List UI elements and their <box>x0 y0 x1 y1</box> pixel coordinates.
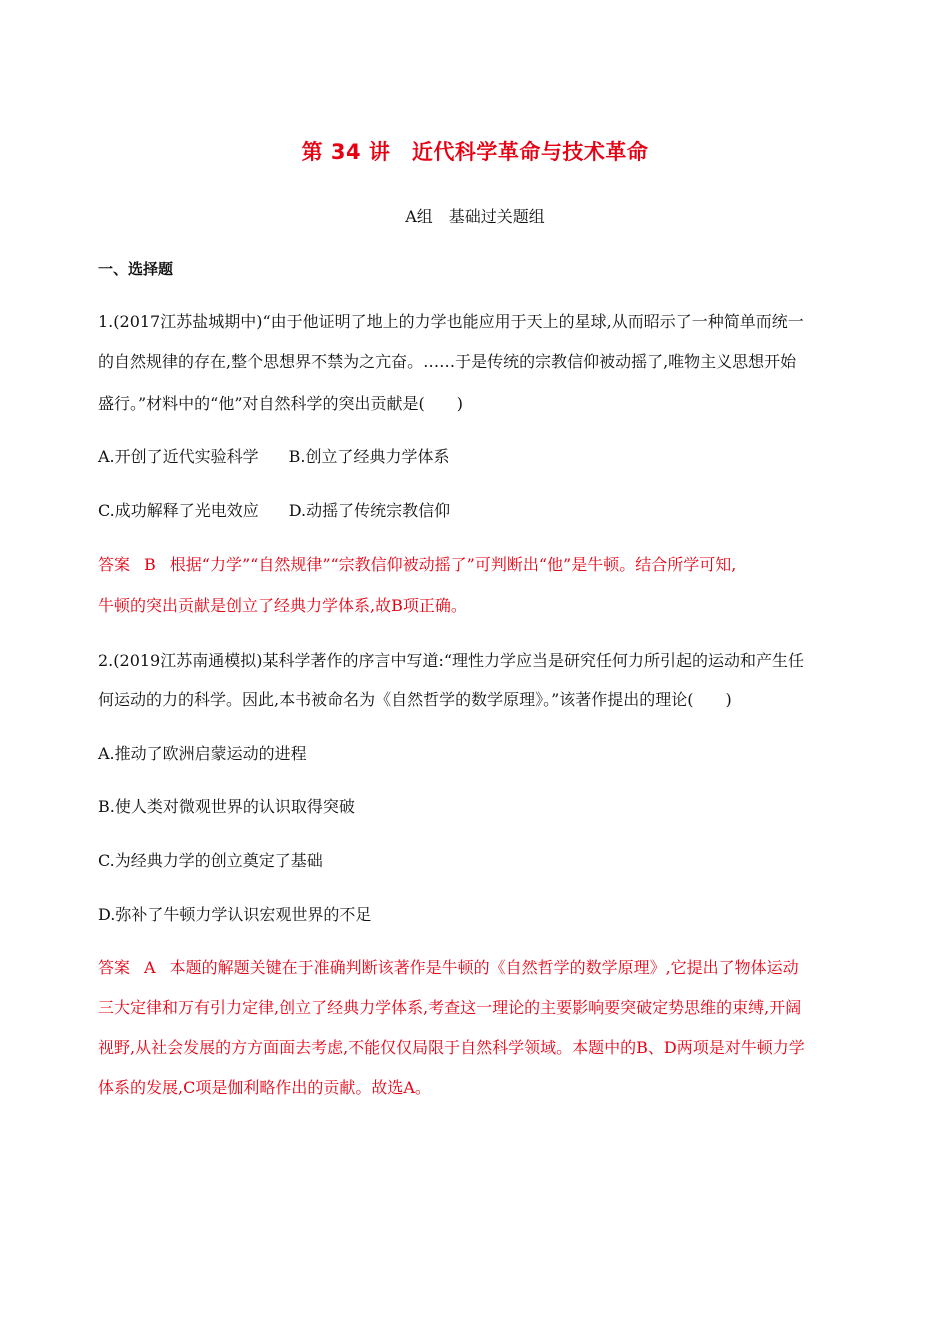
question-stem-line: 盛行。”材料中的“他”对自然科学的突出贡献是( ) <box>98 394 464 413</box>
answer-explanation: 视野,从社会发展的方方面面去考虑,不能仅仅局限于自然科学领域。本题中的B、D两项是对牛顿力学 <box>98 1038 805 1057</box>
option-a: A.推动了欧洲启蒙运动的进程 <box>98 744 307 763</box>
question-stem-line: 1.(2017江苏盐城期中)“由于他证明了地上的力学也能应用于天上的星球,从而昭示了一种简单而统一 <box>98 312 804 331</box>
answer-explanation: 牛顿的突出贡献是创立了经典力学体系,故B项正确。 <box>98 596 467 615</box>
answer-explanation: 体系的发展,C项是伽利略作出的贡献。故选A。 <box>98 1078 431 1097</box>
option-row <box>98 501 858 521</box>
option-d: D.动摇了传统宗教信仰 <box>288 501 451 520</box>
answer-label: 答案 <box>98 555 131 574</box>
option-d: D.弥补了牛顿力学认识宏观世界的不足 <box>98 905 372 924</box>
option-b: B.使人类对微观世界的认识取得突破 <box>98 797 355 816</box>
answer-explanation: 三大定律和万有引力定律,创立了经典力学体系,考查这一理论的主要影响要突破定势思维的束缚,开阔 <box>98 998 802 1017</box>
answer-choice: A <box>144 958 156 977</box>
group-subtitle: A组 基础过关题组 <box>405 207 545 226</box>
answer-line <box>98 555 858 575</box>
option-row <box>98 447 858 467</box>
option-a: A.开创了近代实验科学 <box>98 447 259 466</box>
answer-line <box>98 958 858 978</box>
answer-explanation: 本题的解题关键在于准确判断该著作是牛顿的《自然哲学的数学原理》,它提出了物体运动 <box>169 958 799 977</box>
question-stem-line: 2.(2019江苏南通模拟)某科学著作的序言中写道:“理性力学应当是研究任何力所引起的运动和产生任 <box>98 651 805 670</box>
page-title: 第 34 讲 近代科学革命与技术革命 <box>301 140 649 164</box>
answer-explanation: 根据“力学”“自然规律”“宗教信仰被动摇了”可判断出“他”是牛顿。结合所学可知, <box>169 555 737 574</box>
section-heading: 一、选择题 <box>98 260 174 278</box>
option-b: B.创立了经典力学体系 <box>288 447 450 466</box>
question-stem-line: 的自然规律的存在,整个思想界不禁为之亢奋。……于是传统的宗教信仰被动摇了,唯物主义思想开始 <box>98 352 797 371</box>
answer-label: 答案 <box>98 958 131 977</box>
option-c: C.成功解释了光电效应 <box>98 501 259 520</box>
question-stem-line: 何运动的力的科学。因此,本书被命名为《自然哲学的数学原理》。”该著作提出的理论( ) <box>98 690 732 709</box>
answer-choice: B <box>144 555 156 574</box>
option-c: C.为经典力学的创立奠定了基础 <box>98 851 323 870</box>
